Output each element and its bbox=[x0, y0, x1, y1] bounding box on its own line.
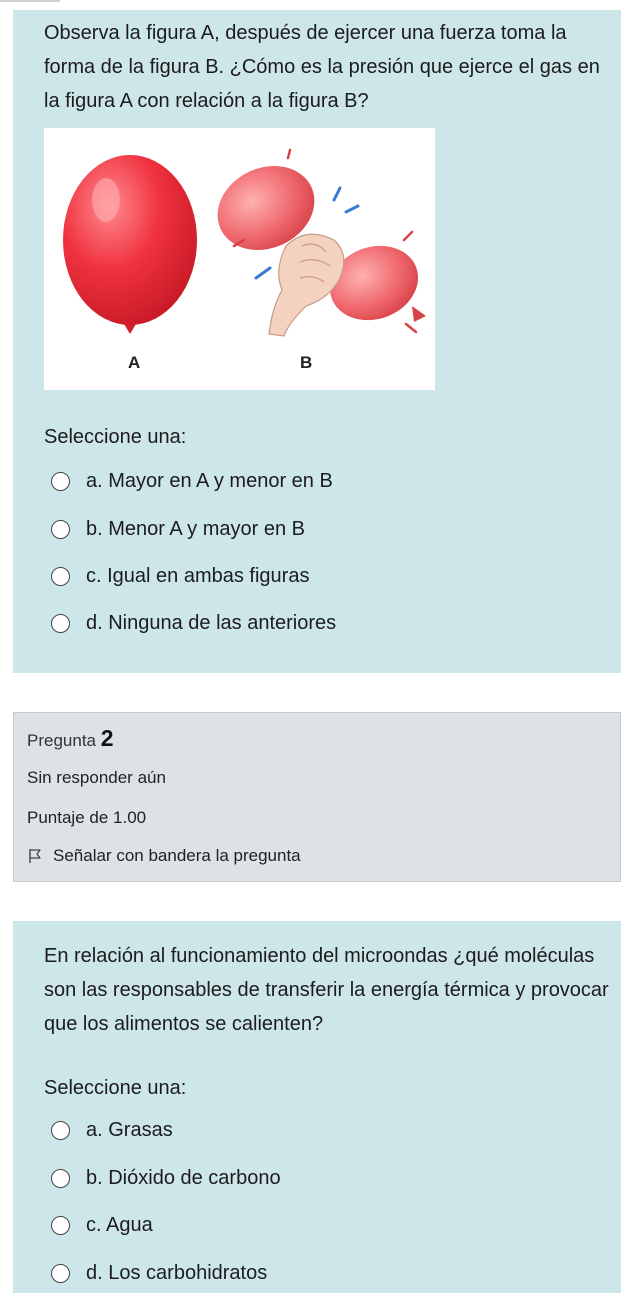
option-b-label[interactable]: b. Menor A y mayor en B bbox=[86, 517, 305, 540]
option-a-q2[interactable] bbox=[51, 1113, 173, 1147]
radio-option-c[interactable] bbox=[51, 567, 70, 586]
balloon-b bbox=[204, 150, 429, 336]
radio-option-d-q2[interactable] bbox=[51, 1264, 70, 1283]
radio-option-b-q2[interactable] bbox=[51, 1169, 70, 1188]
option-a[interactable] bbox=[51, 464, 333, 498]
option-d-q2-label[interactable]: d. Los carbohidratos bbox=[86, 1261, 268, 1284]
option-a-q2-label[interactable]: a. Grasas bbox=[86, 1118, 173, 1141]
radio-option-a[interactable] bbox=[51, 472, 70, 491]
radio-option-c-q2[interactable] bbox=[51, 1216, 70, 1235]
question-1-text-panel bbox=[13, 10, 621, 673]
option-a-label[interactable]: a. Mayor en A y menor en B bbox=[86, 469, 333, 492]
question-1-prompt: Observa la figura A, después de ejercer una fuerza toma la forma de la figura B. ¿Cómo es la presión que ejerce el gas en la figura A con relación a la figura B? bbox=[44, 22, 600, 112]
flag-icon[interactable] bbox=[27, 848, 43, 864]
question-info-panel bbox=[13, 712, 621, 882]
option-c[interactable] bbox=[51, 559, 309, 593]
option-b[interactable] bbox=[51, 512, 305, 546]
label-b: B bbox=[300, 353, 313, 372]
select-one-label-2: Seleccione una: bbox=[44, 1077, 187, 1099]
radio-option-b[interactable] bbox=[51, 520, 70, 539]
flag-question-link[interactable] bbox=[27, 846, 301, 866]
option-c-label[interactable]: c. Igual en ambas figuras bbox=[86, 564, 310, 587]
flag-question-label[interactable]: Señalar con bandera la pregunta bbox=[53, 846, 301, 865]
option-b-q2[interactable] bbox=[51, 1161, 281, 1195]
option-d-q2[interactable] bbox=[51, 1256, 267, 1290]
balloon-illustration bbox=[44, 128, 435, 390]
option-d[interactable] bbox=[51, 606, 336, 640]
question-number bbox=[27, 725, 114, 752]
question-grade: Puntaje de 1.00 bbox=[27, 808, 147, 827]
question-word: Pregunta bbox=[27, 731, 96, 750]
option-c-q2[interactable] bbox=[51, 1208, 153, 1242]
question-2-prompt: En relación al funcionamiento del microondas ¿qué moléculas son las responsables de transferir la energía térmica y provocar que los alimentos se calienten? bbox=[44, 945, 609, 1035]
option-c-q2-label[interactable]: c. Agua bbox=[86, 1213, 153, 1236]
radio-option-d[interactable] bbox=[51, 614, 70, 633]
question-2-text-panel bbox=[13, 921, 621, 1293]
radio-option-a-q2[interactable] bbox=[51, 1121, 70, 1140]
option-d-label[interactable]: d. Ninguna de las anteriores bbox=[86, 611, 337, 634]
select-one-label: Seleccione una: bbox=[44, 426, 187, 448]
balloon-figure bbox=[44, 128, 435, 390]
option-b-q2-label[interactable]: b. Dióxido de carbono bbox=[86, 1166, 281, 1189]
label-a: A bbox=[128, 353, 141, 372]
balloon-a bbox=[63, 155, 197, 334]
question-number-value: 2 bbox=[100, 725, 114, 751]
question-state: Sin responder aún bbox=[27, 768, 166, 787]
top-divider bbox=[0, 0, 60, 2]
